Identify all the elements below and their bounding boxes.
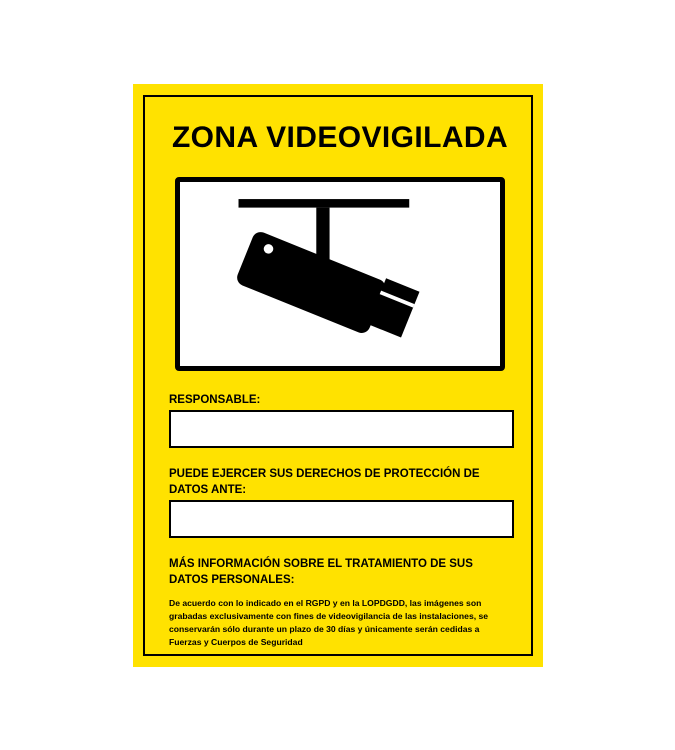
cctv-camera-icon bbox=[175, 177, 505, 371]
sign-inner-border bbox=[143, 95, 533, 656]
field-label-mas-informacion: MÁS INFORMACIÓN SOBRE EL TRATAMIENTO DE SUS DATOS PERSONALES: bbox=[169, 558, 473, 586]
legal-notice-text: De acuerdo con lo indicado en el RGPD y en la LOPDGDD, las imágenes son grabadas exclusivamente con fines de videovigilancia de las instalaciones, se conservarán sólo durante un plazo de 30 días y únicamente serán cedidas a Fuerzas y Cuerpos de Seguridad bbox=[169, 598, 489, 647]
field-input-derechos[interactable] bbox=[169, 500, 514, 538]
field-label-derechos: PUEDE EJERCER SUS DERECHOS DE PROTECCIÓN DE DATOS ANTE: bbox=[169, 468, 480, 496]
page-title: ZONA VIDEOVIGILADA bbox=[171, 121, 509, 154]
videosurveillance-sign bbox=[133, 84, 543, 667]
field-input-responsable[interactable] bbox=[169, 410, 514, 448]
field-label-responsable: RESPONSABLE: bbox=[169, 394, 261, 406]
